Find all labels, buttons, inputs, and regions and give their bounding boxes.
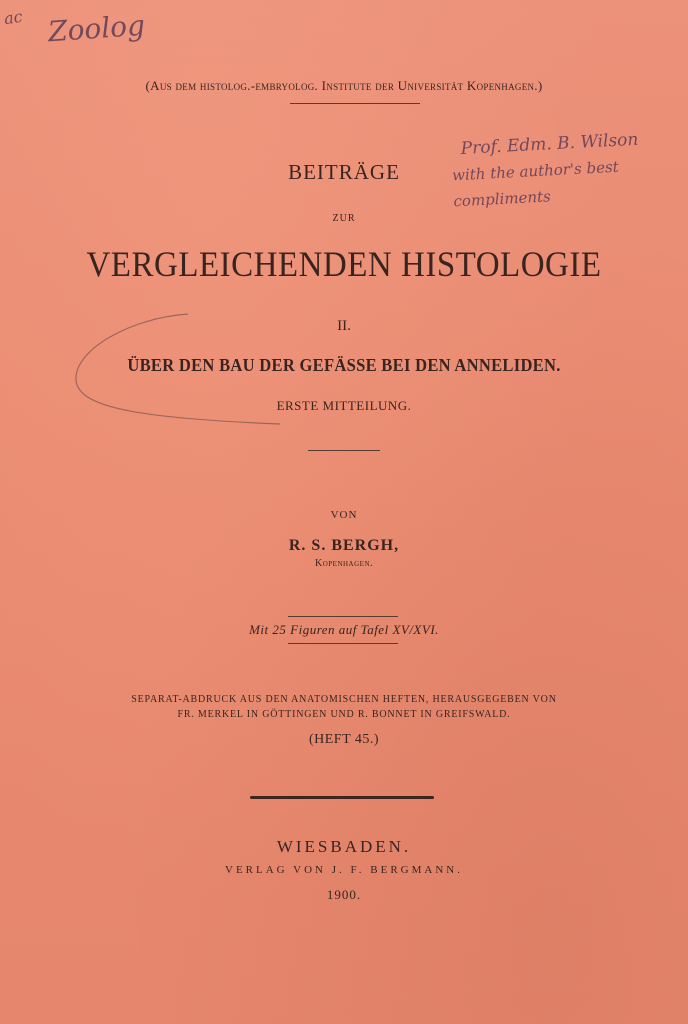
publication-year: 1900.	[326, 887, 362, 902]
publisher: VERLAG VON J. F. BERGMANN.	[225, 864, 463, 876]
series-connector: ZUR	[332, 213, 356, 224]
by-label: VON	[330, 509, 358, 521]
installment-label: ERSTE MITTEILUNG.	[276, 398, 412, 413]
divider-rule	[288, 643, 398, 644]
dedication-line-2: with the author's best compliments	[451, 157, 620, 211]
divider-rule	[290, 103, 420, 104]
subtitle: ÜBER DEN BAU DER GEFÄSSE BEI DEN ANNELIDEN.	[127, 355, 561, 375]
figures-note: Mit 25 Figuren auf Tafel XV/XVI.	[249, 622, 439, 637]
divider-rule	[308, 450, 380, 451]
institute-line: (Aus dem histolog.-embryolog. Institute der Universität Kopenhagen.)	[145, 78, 543, 93]
series-title: BEITRÄGE	[288, 160, 400, 184]
offprint-note-line-2: FR. MERKEL IN GÖTTINGEN UND R. BONNET IN GREIFSWALD.	[177, 709, 511, 720]
publication-place: WIESBADEN.	[276, 837, 412, 856]
handwritten-corner-mark: ac	[2, 6, 24, 29]
divider-rule	[288, 616, 398, 617]
author-name: R. S. BERGH,	[288, 537, 400, 554]
main-title: VERGLEICHENDEN HISTOLOGIE	[86, 245, 602, 285]
handwritten-subject-note: Zoolog	[46, 8, 146, 49]
part-number: II.	[337, 318, 351, 334]
author-city: Kopenhagen.	[315, 558, 373, 569]
thick-divider	[250, 796, 434, 799]
dedication-line-1: Prof. Edm. B. Wilson	[460, 129, 639, 159]
offprint-note-line-1: SEPARAT-ABDRUCK AUS DEN ANATOMISCHEN HEFTEN, HERAUSGEGEBEN VON	[131, 694, 557, 705]
issue-number: (HEFT 45.)	[308, 732, 380, 747]
